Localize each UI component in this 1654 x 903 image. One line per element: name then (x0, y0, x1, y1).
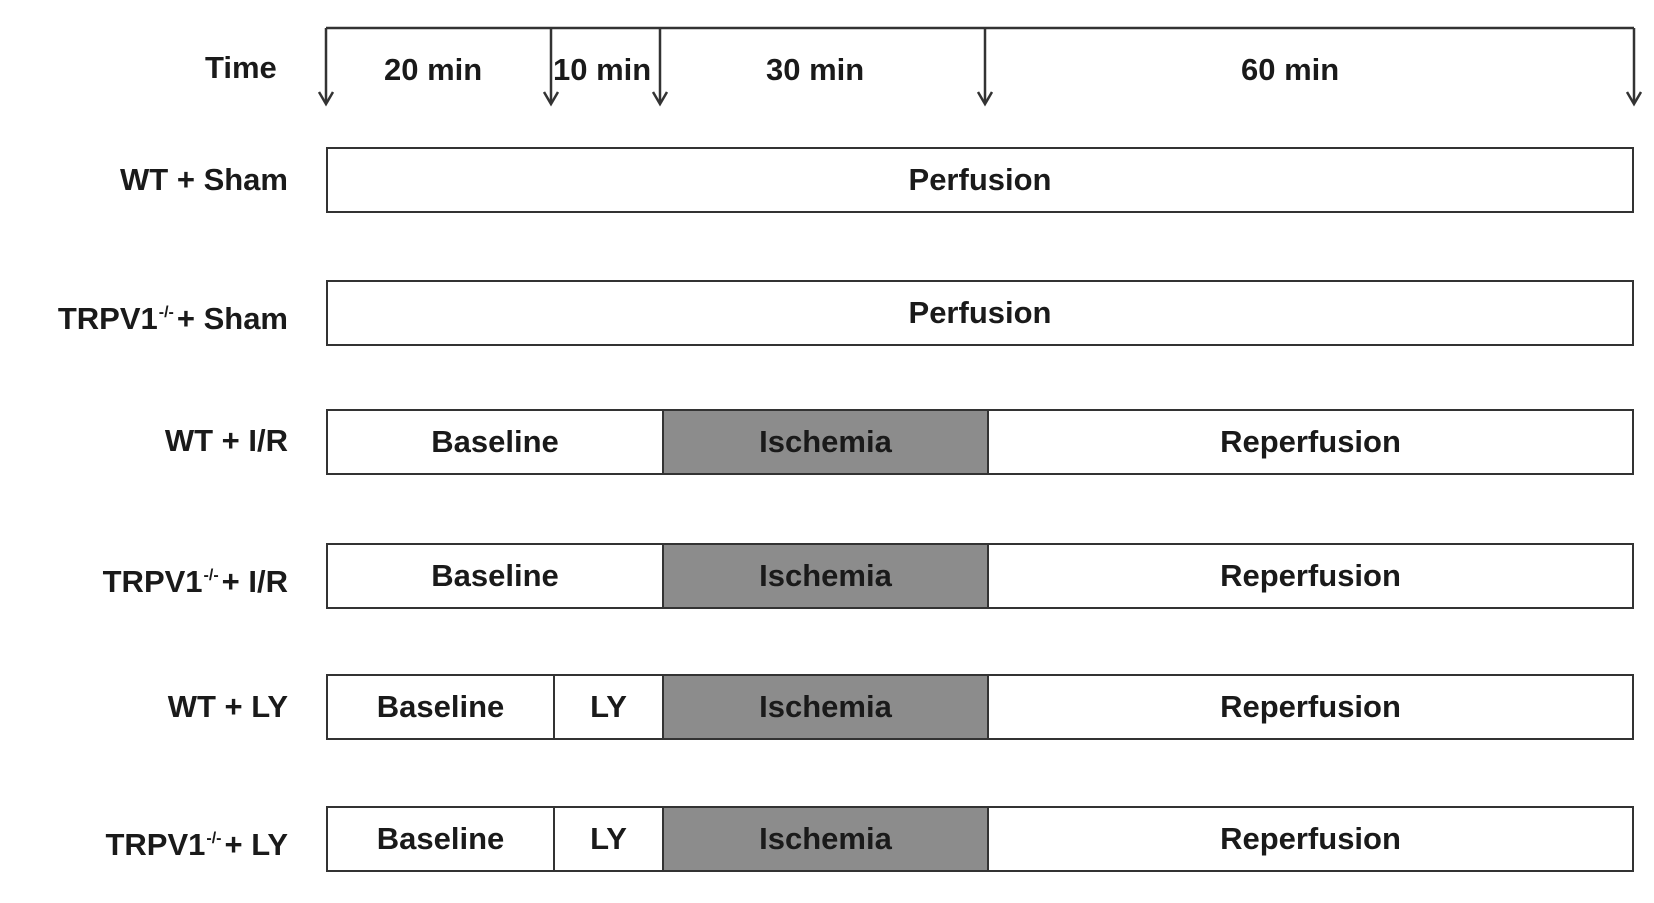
protocol-bar-trpv1-sham (326, 280, 1634, 346)
row-label-wt-ir: WT + I/R (164, 423, 288, 458)
tick-arrow-0 (319, 28, 333, 104)
protocol-bar-trpv1-ir (326, 543, 1634, 609)
protocol-bar-wt-ly (326, 674, 1634, 740)
segment-perfusion: Perfusion (908, 295, 1052, 330)
tick-arrow-3 (978, 28, 992, 104)
row-label-trpv1-sham: TRPV1-/-+ Sham (57, 301, 288, 336)
duration-label-reperfusion: 60 min (1241, 52, 1340, 87)
row-label-wt-sham: WT + Sham (120, 162, 288, 197)
row-label-trpv1-ly: TRPV1-/-+ LY (105, 827, 288, 862)
segment-reperfusion: Reperfusion (987, 545, 1632, 607)
segment-baseline: Baseline (431, 558, 559, 593)
segment-baseline: Baseline (376, 689, 505, 724)
duration-label-baseline: 20 min (384, 52, 483, 87)
segment-reperfusion: Reperfusion (987, 411, 1632, 473)
protocol-bar-trpv1-ly (326, 806, 1634, 872)
segment-baseline: Baseline (431, 424, 559, 459)
protocol-bar-wt-sham (326, 147, 1634, 213)
segment-ischemia: Ischemia (662, 411, 987, 473)
segment-reperfusion: Reperfusion (987, 676, 1632, 738)
segment-ischemia: Ischemia (662, 545, 987, 607)
row-label-wt-ly: WT + LY (167, 689, 288, 724)
tick-arrow-2 (653, 28, 667, 104)
segment-reperfusion: Reperfusion (987, 808, 1632, 870)
duration-label-ischemia: 30 min (766, 52, 865, 87)
tick-arrow-4 (1627, 28, 1641, 104)
row-label-trpv1-ir: TRPV1-/-+ I/R (102, 564, 288, 599)
time-label: Time (205, 50, 277, 85)
segment-baseline: Baseline (376, 821, 505, 856)
segment-perfusion: Perfusion (908, 162, 1052, 197)
protocol-bar-wt-ir (326, 409, 1634, 475)
segment-ly: LY (553, 808, 662, 870)
segment-ly: LY (553, 676, 662, 738)
segment-ischemia: Ischemia (662, 808, 987, 870)
segment-ischemia: Ischemia (662, 676, 987, 738)
duration-label-drug: 10 min (553, 52, 652, 87)
